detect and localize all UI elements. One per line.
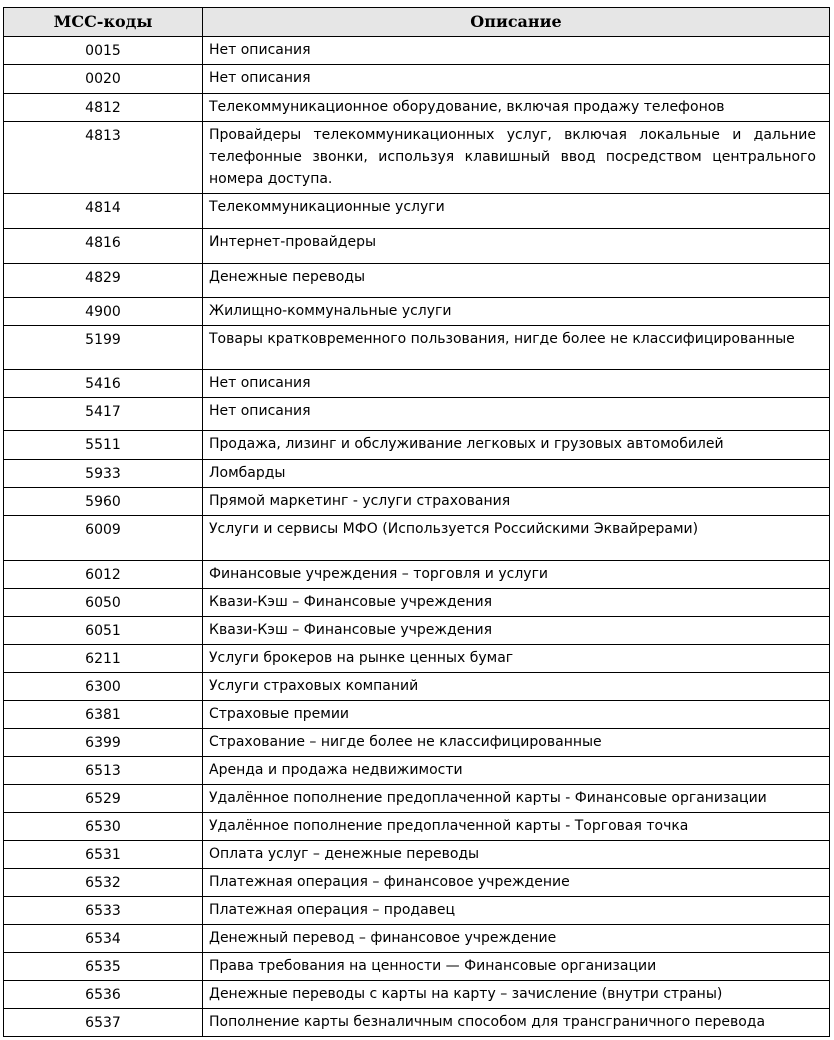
table-row [4,785,830,813]
mcc-code-cell: 6399 [4,729,203,757]
description-cell: Товары кратковременного пользования, нигде более не классифицированные [203,326,830,370]
table-row [4,460,830,488]
description-cell: Телекоммуникационное оборудование, включая продажу телефонов [203,94,830,122]
description-cell: Услуги брокеров на рынке ценных бумаг [203,645,830,673]
description-cell: Удалённое пополнение предоплаченной карты - Финансовые организации [203,785,830,813]
mcc-code-cell: 6531 [4,841,203,869]
table-row [4,673,830,701]
header-code: МСС-коды [4,8,203,37]
description-cell: Финансовые учреждения – торговля и услуги [203,561,830,589]
table-row [4,37,830,65]
table-row [4,617,830,645]
table-row [4,729,830,757]
table-row [4,194,830,229]
table-row [4,1009,830,1037]
mcc-code-cell: 6050 [4,589,203,617]
description-cell: Квази-Кэш – Финансовые учреждения [203,589,830,617]
description-cell: Интернет-провайдеры [203,229,830,264]
mcc-code-cell: 6534 [4,925,203,953]
description-cell: Платежная операция – продавец [203,897,830,925]
mcc-code-cell: 5199 [4,326,203,370]
mcc-code-cell: 6051 [4,617,203,645]
mcc-code-cell: 6211 [4,645,203,673]
mcc-code-cell: 6300 [4,673,203,701]
table-row [4,488,830,516]
table-row [4,94,830,122]
mcc-codes-table [3,7,830,1037]
table-row [4,229,830,264]
description-cell: Продажа, лизинг и обслуживание легковых и грузовых автомобилей [203,431,830,460]
table-row [4,925,830,953]
description-cell: Нет описания [203,370,830,398]
table-row [4,589,830,617]
table-row [4,516,830,561]
table-row [4,431,830,460]
mcc-code-cell: 6529 [4,785,203,813]
table-header [4,8,830,37]
table-row [4,841,830,869]
description-cell: Квази-Кэш – Финансовые учреждения [203,617,830,645]
description-cell: Платежная операция – финансовое учреждение [203,869,830,897]
table-row [4,370,830,398]
mcc-code-cell: 4814 [4,194,203,229]
description-cell: Аренда и продажа недвижимости [203,757,830,785]
mcc-code-cell: 6530 [4,813,203,841]
table-row [4,701,830,729]
mcc-code-cell: 4829 [4,264,203,298]
table-row [4,981,830,1009]
description-cell: Провайдеры телекоммуникационных услуг, включая локальные и дальние телефонные звонки, используя клавишный ввод посредством центрального номера доступа. [203,122,830,194]
table-row [4,645,830,673]
mcc-code-cell: 4812 [4,94,203,122]
description-cell: Нет описания [203,398,830,431]
table-row [4,813,830,841]
table-row [4,326,830,370]
mcc-code-cell: 4900 [4,298,203,326]
description-cell: Прямой маркетинг - услуги страхования [203,488,830,516]
description-cell: Ломбарды [203,460,830,488]
description-cell: Денежные переводы [203,264,830,298]
mcc-code-cell: 6009 [4,516,203,561]
mcc-code-cell: 6532 [4,869,203,897]
table-row [4,398,830,431]
table-row [4,757,830,785]
mcc-code-cell: 5416 [4,370,203,398]
mcc-code-cell: 0020 [4,65,203,94]
description-cell: Пополнение карты безналичным способом для трансграничного перевода [203,1009,830,1037]
description-cell: Нет описания [203,37,830,65]
mcc-code-cell: 6536 [4,981,203,1009]
mcc-code-cell: 4813 [4,122,203,194]
mcc-code-cell: 6537 [4,1009,203,1037]
table-row [4,953,830,981]
description-cell: Денежный перевод – финансовое учреждение [203,925,830,953]
mcc-code-cell: 6513 [4,757,203,785]
description-cell: Оплата услуг – денежные переводы [203,841,830,869]
table-row [4,122,830,194]
mcc-code-cell: 6381 [4,701,203,729]
mcc-code-cell: 5511 [4,431,203,460]
table-row [4,869,830,897]
table-row [4,298,830,326]
table-row [4,264,830,298]
mcc-code-cell: 6535 [4,953,203,981]
description-cell: Телекоммуникационные услуги [203,194,830,229]
mcc-code-cell: 5417 [4,398,203,431]
mcc-code-cell: 6012 [4,561,203,589]
description-cell: Нет описания [203,65,830,94]
description-cell: Права требования на ценности — Финансовые организации [203,953,830,981]
description-cell: Услуги и сервисы МФО (Используется Российскими Эквайрерами) [203,516,830,561]
description-cell: Страховые премии [203,701,830,729]
mcc-code-cell: 6533 [4,897,203,925]
description-cell: Страхование – нигде более не классифицированные [203,729,830,757]
description-cell: Услуги страховых компаний [203,673,830,701]
table-row [4,561,830,589]
mcc-code-cell: 5933 [4,460,203,488]
description-cell: Удалённое пополнение предоплаченной карты - Торговая точка [203,813,830,841]
mcc-code-cell: 4816 [4,229,203,264]
mcc-code-cell: 5960 [4,488,203,516]
header-description: Описание [203,8,830,37]
mcc-code-cell: 0015 [4,37,203,65]
table-row [4,65,830,94]
description-cell: Денежные переводы с карты на карту – зачисление (внутри страны) [203,981,830,1009]
table-row [4,897,830,925]
description-cell: Жилищно-коммунальные услуги [203,298,830,326]
table-body [4,37,830,1037]
